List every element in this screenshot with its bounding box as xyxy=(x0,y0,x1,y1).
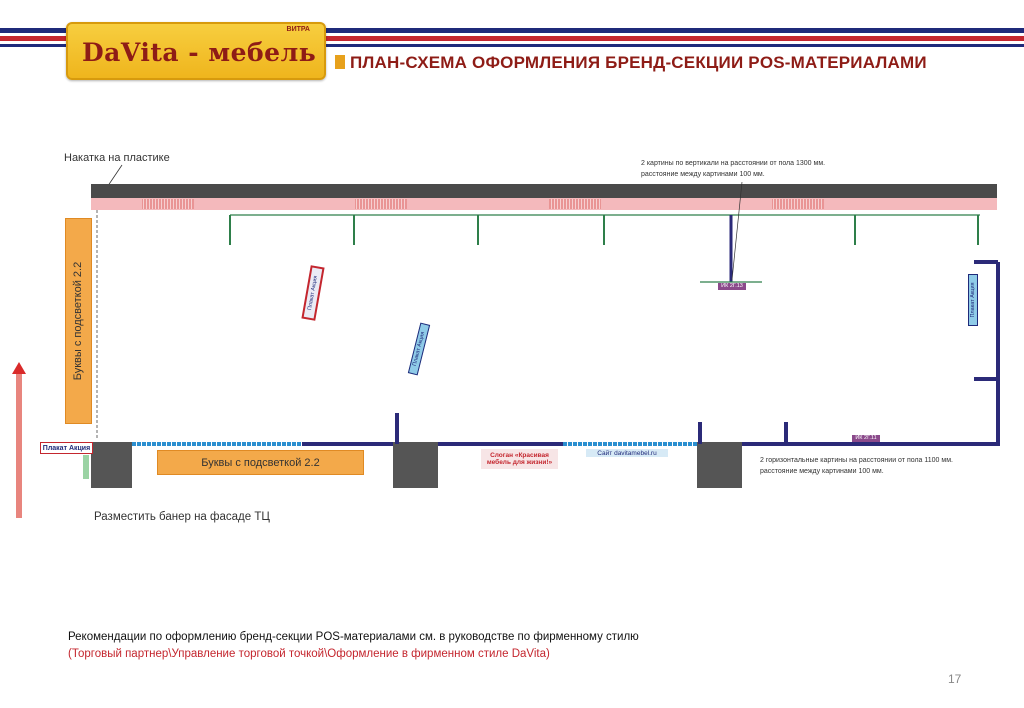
slogan-tag: Слоган «Красивая мебель для жизни!» xyxy=(481,449,558,469)
page-number: 17 xyxy=(948,672,962,686)
note-horizontal-1: 2 горизонтальные картины на расстоянии от пола 1100 мм. xyxy=(760,457,953,464)
site-tag: Сайт davitamebel.ru xyxy=(586,449,668,457)
plakat-rotated-tag: Плакат Акция xyxy=(301,265,324,321)
column-mid xyxy=(393,442,438,488)
letters-horizontal-label: Буквы с подсветкой 2.2 xyxy=(201,456,320,469)
column-left xyxy=(91,442,132,488)
logo-text: DaVita - мебель xyxy=(82,38,317,67)
right-blue-tag: Плакат Акция xyxy=(968,274,978,326)
label-nakatka: Накатка на пластике xyxy=(64,152,170,164)
green-marker xyxy=(83,455,89,479)
pos-block-3 xyxy=(549,199,601,209)
shelf-posts xyxy=(230,215,978,245)
pos-block-1 xyxy=(142,199,194,209)
ik-bottom-tag: ИК 2Г.11 xyxy=(852,435,880,442)
note-vertical-2: расстояние между картинами 100 мм. xyxy=(641,171,765,178)
letters-vertical-label: Буквы с подсветкой 2.2 xyxy=(72,261,85,381)
pink-strip xyxy=(91,198,997,210)
footer-recommendation: Рекомендации по оформлению бренд-секции POS-материалами см. в руководстве по фирменному стилю xyxy=(68,631,639,643)
banner-note: Разместить банер на фасаде ТЦ xyxy=(94,511,270,523)
page-title: ПЛАН-СХЕМА ОФОРМЛЕНИЯ БРЕНД-СЕКЦИИ POS-МАТЕРИАЛАМИ xyxy=(350,53,927,72)
note-horizontal-2: расстояние между картинами 100 мм. xyxy=(760,468,884,475)
footer-path: (Торговый партнер\Управление торговой точкой\Оформление в фирменном стиле DaVita) xyxy=(68,648,550,660)
letters-horizontal-sign xyxy=(157,450,364,475)
pos-block-4 xyxy=(772,199,824,209)
pos-block-2 xyxy=(355,199,407,209)
red-arrow-head xyxy=(12,362,26,374)
plakat-left-tag: Плакат Акция xyxy=(40,442,93,454)
letters-vertical-sign xyxy=(65,218,92,424)
blue-poster-tag: Плакат Акция xyxy=(408,323,430,376)
top-wall xyxy=(91,184,997,198)
logo-tagline: ВИТРА xyxy=(286,26,310,33)
note-vertical-1: 2 картины по вертикали на расстоянии от пола 1300 мм. xyxy=(641,160,826,167)
ik-top-tag: ИК 2Г.13 xyxy=(718,283,746,290)
column-right xyxy=(697,442,742,488)
